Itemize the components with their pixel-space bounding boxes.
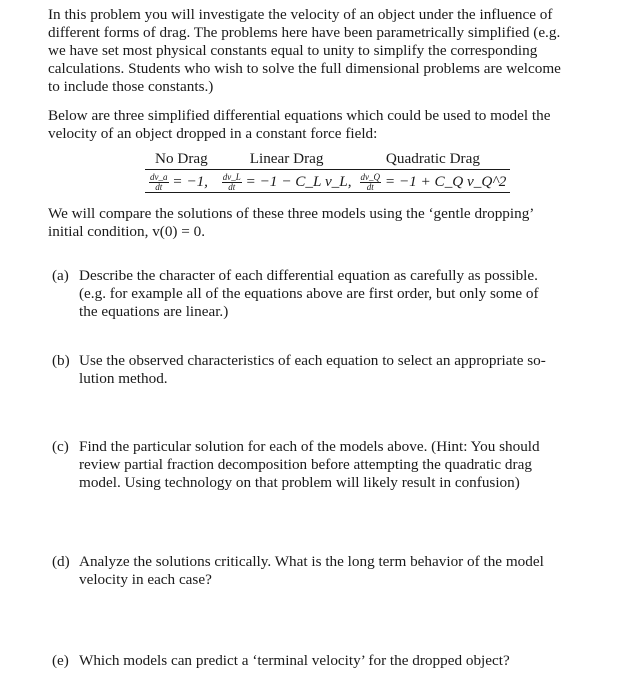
intro-line: In this problem you will investigate the velocity of an object under the influence of xyxy=(48,6,553,23)
equations-intro-line: Below are three simplified differential equations which could be used to model the xyxy=(48,107,551,124)
derivative-fraction xyxy=(222,173,242,192)
compare-paragraph xyxy=(48,205,600,241)
question-line: Use the observed characteristics of each equation to select an appropriate so- xyxy=(79,352,546,369)
question-body xyxy=(79,352,600,388)
question-line: model. Using technology on that problem will likely result in confusion) xyxy=(79,474,520,491)
intro-paragraph xyxy=(48,6,600,96)
equation-linear-drag xyxy=(218,170,356,193)
derivative-fraction xyxy=(149,173,169,192)
fraction-denominator: dt xyxy=(155,182,163,193)
intro-line: to include those constants.) xyxy=(48,78,214,95)
equation-rhs: = −1 − C_L v_L, xyxy=(245,173,352,190)
question-body xyxy=(79,553,600,589)
equation-no-drag xyxy=(145,170,218,193)
fraction-numerator: dv_a xyxy=(150,172,168,183)
intro-line: different forms of drag. The problems here have been parametrically simplified (e.g. xyxy=(48,24,561,41)
equation-rhs: = −1 + C_Q v_Q^2 xyxy=(384,173,507,190)
question-body xyxy=(79,267,600,321)
question-line: velocity in each case? xyxy=(79,571,212,588)
question-label: (c) xyxy=(52,438,69,455)
question-line: the equations are linear.) xyxy=(79,303,229,320)
equation-quadratic-drag xyxy=(356,170,511,193)
fraction-numerator: dv_Q xyxy=(360,172,381,183)
question-label: (d) xyxy=(52,553,70,570)
equation-table xyxy=(145,150,510,193)
question-line: Find the particular solution for each of the models above. (Hint: You should xyxy=(79,438,540,455)
header-quadratic-drag: Quadratic Drag xyxy=(356,150,511,170)
fraction-denominator: dt xyxy=(366,182,374,193)
intro-line: calculations. Students who wish to solve the full dimensional problems are welcome xyxy=(48,60,561,77)
question-label: (a) xyxy=(52,267,69,284)
compare-line: We will compare the solutions of these three models using the ‘gentle dropping’ xyxy=(48,205,535,222)
question-label: (e) xyxy=(52,652,69,669)
question-body xyxy=(79,652,600,670)
fraction-denominator: dt xyxy=(228,182,236,193)
question-body xyxy=(79,438,600,492)
question-line: Analyze the solutions critically. What is the long term behavior of the model xyxy=(79,553,544,570)
question-line: lution method. xyxy=(79,370,168,387)
equations-intro-paragraph xyxy=(48,107,600,143)
equation-rhs: = −1, xyxy=(172,173,208,190)
fraction-numerator: dv_L xyxy=(222,172,241,183)
equations-intro-line: velocity of an object dropped in a constant force field: xyxy=(48,125,378,142)
intro-line: we have set most physical constants equal to unity to simplify the corresponding xyxy=(48,42,538,59)
question-line: (e.g. for example all of the equations above are first order, but only some of xyxy=(79,285,539,302)
question-line: Describe the character of each differential equation as carefully as possible. xyxy=(79,267,538,284)
question-line: review partial fraction decomposition before attempting the quadratic drag xyxy=(79,456,532,473)
header-no-drag: No Drag xyxy=(145,150,218,170)
header-linear-drag: Linear Drag xyxy=(218,150,356,170)
compare-line: initial condition, v(0) = 0. xyxy=(48,223,206,240)
question-line: Which models can predict a ‘terminal velocity’ for the dropped object? xyxy=(79,652,510,669)
question-label: (b) xyxy=(52,352,70,369)
derivative-fraction xyxy=(360,173,382,192)
